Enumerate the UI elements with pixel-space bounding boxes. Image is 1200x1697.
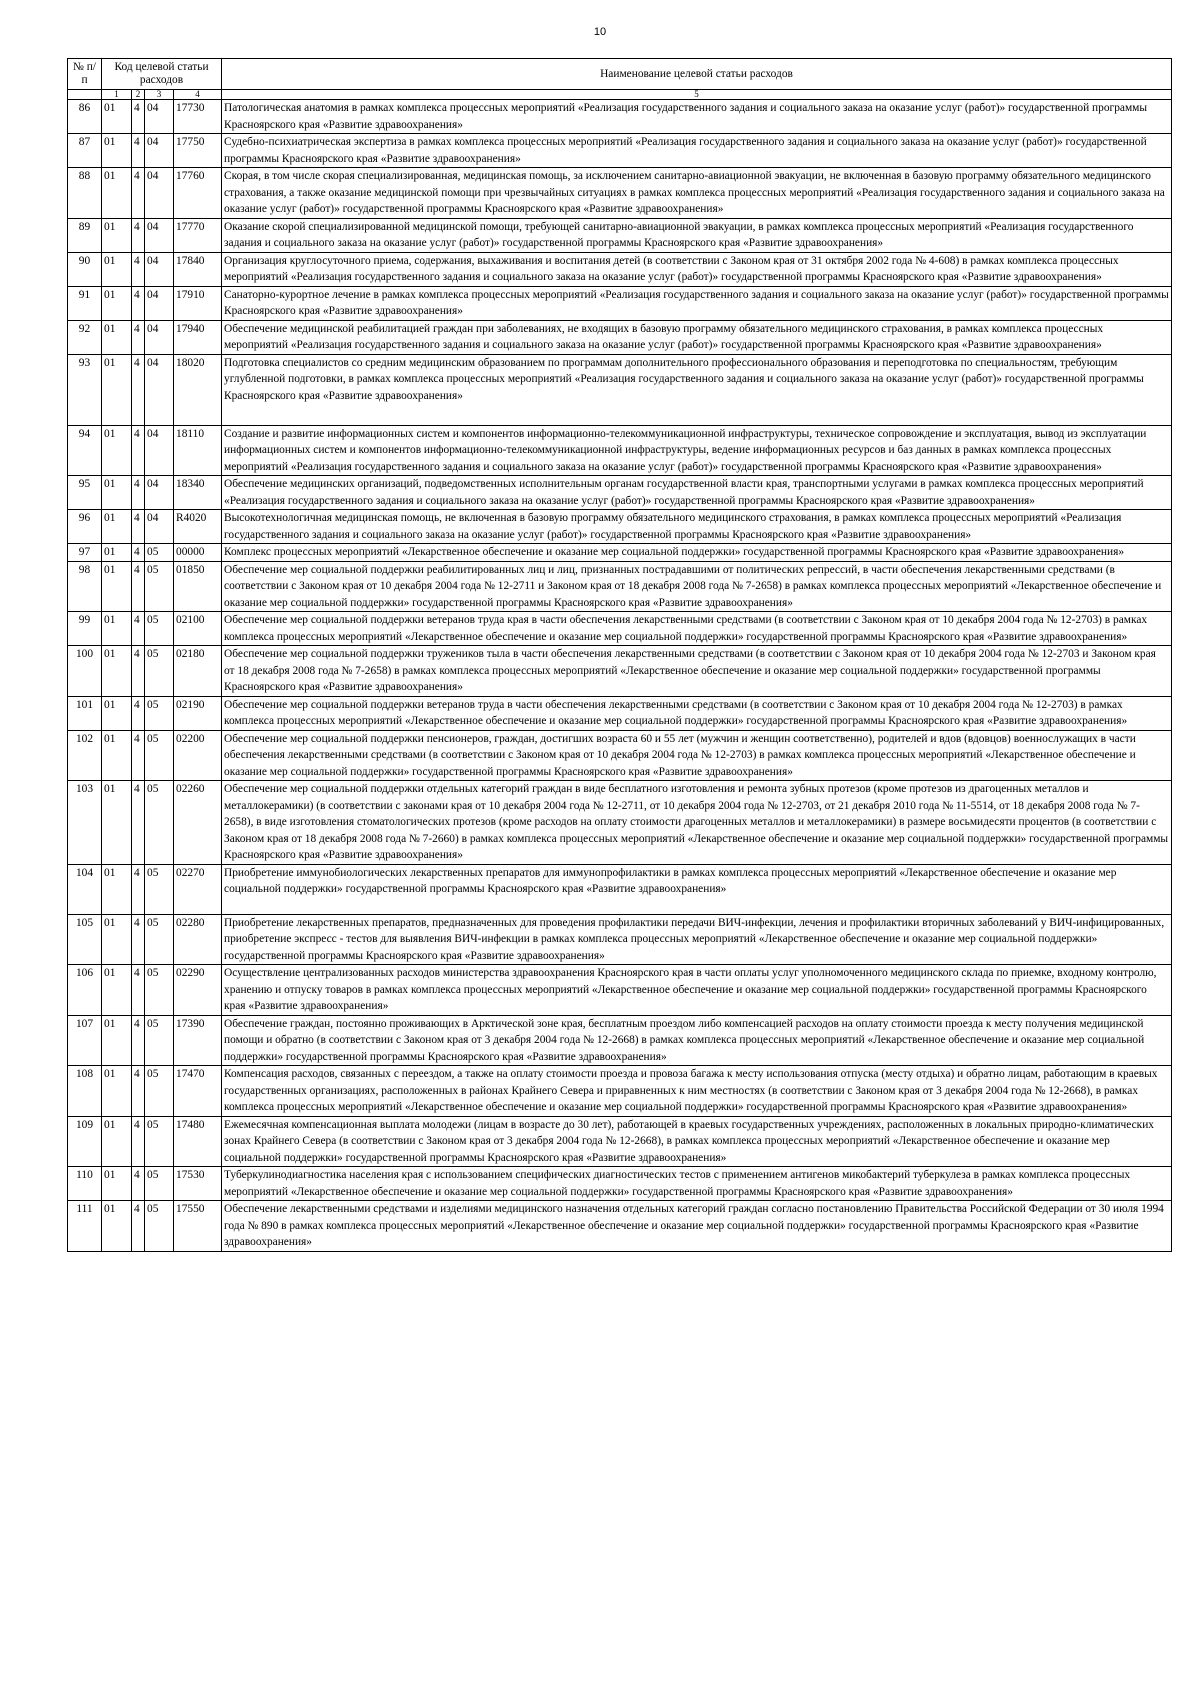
code-program: 01 (102, 252, 132, 286)
table-row (68, 1066, 1172, 1117)
table-row (68, 730, 1172, 781)
table-row (68, 1201, 1172, 1252)
row-number: 95 (68, 476, 102, 510)
table-row (68, 914, 1172, 965)
code-program: 01 (102, 1015, 132, 1066)
code-subprogram: 4 (132, 1015, 145, 1066)
code-activity: 04 (145, 425, 174, 476)
code-direction: 02290 (174, 965, 222, 1016)
page-number: 10 (593, 26, 607, 38)
code-subprogram: 4 (132, 252, 145, 286)
code-subprogram: 4 (132, 781, 145, 865)
code-subprogram: 4 (132, 1167, 145, 1201)
table-row (68, 218, 1172, 252)
code-activity: 05 (145, 696, 174, 730)
row-number: 89 (68, 218, 102, 252)
row-number: 101 (68, 696, 102, 730)
table-row (68, 864, 1172, 914)
row-number: 102 (68, 730, 102, 781)
code-program: 01 (102, 696, 132, 730)
code-activity: 05 (145, 730, 174, 781)
row-number: 111 (68, 1201, 102, 1252)
code-direction: 18340 (174, 476, 222, 510)
row-description: Обеспечение мер социальной поддержки тружеников тыла в части обеспечения лекарственными средствами (в соответствии с Законом края от 10 декабря 2004 года № 12-2703 и Законом края от 18 декабря 2008 года № 7-2658) в рамках комплекса процессных мероприятий «Лекарственное обеспечение и оказание мер социальной поддержки» государственной программы Красноярского края «Развитие здравоохранения» (222, 646, 1172, 697)
code-subprogram: 4 (132, 168, 145, 219)
code-activity: 04 (145, 320, 174, 354)
code-direction: 02180 (174, 646, 222, 697)
row-description: Санаторно-курортное лечение в рамках комплекса процессных мероприятий «Реализация государственного задания и социального заказа на оказание услуг (работ)» государственной программы Красноярского края «Развитие здравоохранения» (222, 286, 1172, 320)
row-description: Туберкулинодиагностика населения края с использованием специфических диагностических тестов с применением антигенов микобактерий туберкулеза в рамках комплекса процессных мероприятий «Лекарственное обеспечение и оказание мер социальной поддержки» государственной программы Красноярского края «Развитие здравоохранения» (222, 1167, 1172, 1201)
code-direction: 17940 (174, 320, 222, 354)
code-activity: 05 (145, 914, 174, 965)
row-number: 110 (68, 1167, 102, 1201)
budget-codes-table (67, 58, 1172, 1252)
code-subprogram: 4 (132, 646, 145, 697)
code-program: 01 (102, 864, 132, 914)
table-row (68, 544, 1172, 562)
row-number: 92 (68, 320, 102, 354)
row-number: 106 (68, 965, 102, 1016)
code-subprogram: 4 (132, 730, 145, 781)
code-direction: 17550 (174, 1201, 222, 1252)
row-description: Обеспечение мер социальной поддержки ветеранов труда в части обеспечения лекарственными средствами (в соответствии с Законом края от 10 декабря 2004 года № 12-2703) в рамках комплекса процессных мероприятий «Лекарственное обеспечение и оказание мер социальной поддержки» государственной программы Красноярского края «Развитие здравоохранения» (222, 696, 1172, 730)
table-row (68, 476, 1172, 510)
code-direction: 17770 (174, 218, 222, 252)
table-row (68, 1167, 1172, 1201)
code-program: 01 (102, 914, 132, 965)
code-direction: 18110 (174, 425, 222, 476)
table-row (68, 354, 1172, 425)
code-subprogram: 4 (132, 1066, 145, 1117)
table-row (68, 286, 1172, 320)
row-number: 94 (68, 425, 102, 476)
row-number: 100 (68, 646, 102, 697)
code-subprogram: 4 (132, 864, 145, 914)
code-subprogram: 4 (132, 544, 145, 562)
code-subprogram: 4 (132, 612, 145, 646)
colnum-1: 1 (102, 90, 132, 100)
table-row (68, 561, 1172, 612)
code-subprogram: 4 (132, 1201, 145, 1252)
code-program: 01 (102, 544, 132, 562)
code-program: 01 (102, 218, 132, 252)
code-subprogram: 4 (132, 696, 145, 730)
colnum-2: 2 (132, 90, 145, 100)
colnum-4: 4 (174, 90, 222, 100)
table-row (68, 252, 1172, 286)
code-direction: 17530 (174, 1167, 222, 1201)
code-program: 01 (102, 286, 132, 320)
row-description: Патологическая анатомия в рамках комплекса процессных мероприятий «Реализация государственного задания и социального заказа на оказание услуг (работ)» государственной программы Красноярского края «Развитие здравоохранения» (222, 100, 1172, 134)
row-description: Организация круглосуточного приема, содержания, выхаживания и воспитания детей (в соответствии с Законом края от 31 октября 2002 года № 4-608) в рамках комплекса процессных мероприятий «Реализация государственного задания и социального заказа на оказание услуг (работ)» государственной программы Красноярского края «Развитие здравоохранения» (222, 252, 1172, 286)
code-subprogram: 4 (132, 476, 145, 510)
row-description: Высокотехнологичная медицинская помощь, не включенная в базовую программу обязательного медицинского страхования, в рамках комплекса процессных мероприятий «Реализация государственного задания и социального заказа на оказание услуг (работ)» государственной программы Красноярского края «Развитие здравоохранения» (222, 510, 1172, 544)
code-direction: 17840 (174, 252, 222, 286)
row-number: 98 (68, 561, 102, 612)
code-activity: 05 (145, 1066, 174, 1117)
row-description: Приобретение лекарственных препаратов, предназначенных для проведения профилактики передачи ВИЧ-инфекции, лечения и профилактики вторичных заболеваний у ВИЧ-инфицированных, приобретение экспресс - тестов для выявления ВИЧ-инфекции в рамках комплекса процессных мероприятий «Лекарственное обеспечение и оказание мер социальной поддержки» государственной программы Красноярского края «Развитие здравоохранения» (222, 914, 1172, 965)
table-row (68, 612, 1172, 646)
code-program: 01 (102, 320, 132, 354)
code-activity: 05 (145, 612, 174, 646)
code-activity: 04 (145, 218, 174, 252)
row-number: 103 (68, 781, 102, 865)
code-program: 01 (102, 1201, 132, 1252)
code-program: 01 (102, 476, 132, 510)
code-direction: 01850 (174, 561, 222, 612)
code-activity: 04 (145, 476, 174, 510)
row-number: 93 (68, 354, 102, 425)
code-program: 01 (102, 730, 132, 781)
row-description: Обеспечение лекарственными средствами и изделиями медицинского назначения отдельных категорий граждан согласно постановлению Правительства Российской Федерации от 30 июля 1994 года № 890 в рамках комплекса процессных мероприятий «Лекарственное обеспечение и оказание мер социальной поддержки» государственной программы Красноярского края «Развитие здравоохранения» (222, 1201, 1172, 1252)
code-activity: 04 (145, 252, 174, 286)
table-row (68, 425, 1172, 476)
code-activity: 05 (145, 1167, 174, 1201)
code-direction: 02190 (174, 696, 222, 730)
code-program: 01 (102, 425, 132, 476)
code-direction: 02200 (174, 730, 222, 781)
code-activity: 04 (145, 354, 174, 425)
row-description: Обеспечение граждан, постоянно проживающих в Арктической зоне края, бесплатным проездом либо компенсацией расходов на оплату стоимости проезда к месту получения медицинской помощи и обратно (в соответствии с Законом края от 3 декабря 2004 года № 12-2668) в рамках комплекса процессных мероприятий «Лекарственное обеспечение и оказание мер социальной поддержки» государственной программы Красноярского края «Развитие здравоохранения» (222, 1015, 1172, 1066)
code-subprogram: 4 (132, 965, 145, 1016)
row-number: 109 (68, 1116, 102, 1167)
code-program: 01 (102, 1066, 132, 1117)
row-description: Ежемесячная компенсационная выплата молодежи (лицам в возрасте до 30 лет), работающей в краевых государственных учреждениях, расположенных в локальных природно-климатических зонах Крайнего Севера (в соответствии с Законом края от 3 декабря 2004 года № 12-2668), в рамках комплекса процессных мероприятий «Лекарственное обеспечение и оказание мер социальной поддержки» государственной программы Красноярского края «Развитие здравоохранения» (222, 1116, 1172, 1167)
row-description: Судебно-психиатрическая экспертиза в рамках комплекса процессных мероприятий «Реализация государственного задания и социального заказа на оказание услуг (работ)» государственной программы Красноярского края «Развитие здравоохранения» (222, 134, 1172, 168)
code-activity: 05 (145, 646, 174, 697)
table-row (68, 696, 1172, 730)
code-activity: 05 (145, 561, 174, 612)
code-subprogram: 4 (132, 286, 145, 320)
row-description: Обеспечение мер социальной поддержки ветеранов труда края в части обеспечения лекарственными средствами (в соответствии с Законом края от 10 декабря 2004 года № 12-2703) в рамках комплекса процессных мероприятий «Лекарственное обеспечение и оказание мер социальной поддержки» государственной программы Красноярского края «Развитие здравоохранения» (222, 612, 1172, 646)
code-activity: 05 (145, 965, 174, 1016)
row-description: Комплекс процессных мероприятий «Лекарственное обеспечение и оказание мер социальной поддержки» государственной программы Красноярского края «Развитие здравоохранения» (222, 544, 1172, 562)
code-activity: 05 (145, 781, 174, 865)
table-row (68, 646, 1172, 697)
header-number: № п/п (68, 59, 102, 90)
code-direction: 17470 (174, 1066, 222, 1117)
code-program: 01 (102, 354, 132, 425)
code-activity: 04 (145, 286, 174, 320)
code-program: 01 (102, 168, 132, 219)
code-subprogram: 4 (132, 218, 145, 252)
row-description: Компенсация расходов, связанных с переездом, а также на оплату стоимости проезда и провоза багажа к месту использования отпуска (месту отдыха) и обратно лицам, работающим в краевых государственных организациях, расположенных в районах Крайнего Севера и приравненных к ним местностях (в соответствии с Законом края от 3 декабря 2004 года № 12-2668), в рамках комплекса процессных мероприятий «Лекарственное обеспечение и оказание мер социальной поддержки» государственной программы Красноярского края «Развитие здравоохранения» (222, 1066, 1172, 1117)
code-program: 01 (102, 561, 132, 612)
code-subprogram: 4 (132, 561, 145, 612)
code-program: 01 (102, 1167, 132, 1201)
row-description: Скорая, в том числе скорая специализированная, медицинская помощь, за исключением санитарно-авиационной эвакуации, не включенная в базовую программу обязательного медицинского страхования, а также оказание медицинской помощи при чрезвычайных ситуациях в рамках комплекса процессных мероприятий «Реализация государственного задания и социального заказа на оказание услуг (работ)» государственной программы Красноярского края «Развитие здравоохранения» (222, 168, 1172, 219)
code-direction: 17390 (174, 1015, 222, 1066)
table-row (68, 168, 1172, 219)
row-description: Осуществление централизованных расходов министерства здравоохранения Красноярского края в части оплаты услуг уполномоченного медицинского склада по приемке, входному контролю, хранению и отпуску товаров в рамках комплекса процессных мероприятий «Лекарственное обеспечение и оказание мер социальной поддержки» государственной программы Красноярского края «Развитие здравоохранения» (222, 965, 1172, 1016)
row-number: 105 (68, 914, 102, 965)
code-direction: 00000 (174, 544, 222, 562)
code-activity: 04 (145, 168, 174, 219)
row-number: 96 (68, 510, 102, 544)
table-header-row (68, 59, 1172, 90)
row-number: 99 (68, 612, 102, 646)
code-subprogram: 4 (132, 1116, 145, 1167)
row-description: Обеспечение медицинской реабилитацией граждан при заболеваниях, не входящих в базовую программу обязательного медицинского страхования, в рамках комплекса процессных мероприятий «Реализация государственного задания и социального заказа на оказание услуг (работ)» государственной программы Красноярского края «Развитие здравоохранения» (222, 320, 1172, 354)
row-description: Обеспечение мер социальной поддержки реабилитированных лиц и лиц, признанных пострадавшими от политических репрессий, в части обеспечения лекарственными средствами (в соответствии с Законом края от 10 декабря 2004 года № 12-2711 и Законом края от 18 декабря 2008 года № 7-2658) в рамках комплекса процессных мероприятий «Лекарственное обеспечение и оказание мер социальной поддержки» государственной программы Красноярского края «Развитие здравоохранения» (222, 561, 1172, 612)
row-number: 91 (68, 286, 102, 320)
code-program: 01 (102, 1116, 132, 1167)
table-row (68, 100, 1172, 134)
code-subprogram: 4 (132, 134, 145, 168)
row-description: Создание и развитие информационных систем и компонентов информационно-телекоммуникационной инфраструктуры, техническое сопровождение и эксплуатация, вывод из эксплуатации информационных систем и компонентов информационно-телекоммуникационной инфраструктуры, ведение информационных ресурсов и баз данных в рамках комплекса процессных мероприятий «Реализация государственного задания и социального заказа на оказание услуг (работ)» государственной программы Красноярского края «Развитие здравоохранения» (222, 425, 1172, 476)
table-row (68, 134, 1172, 168)
code-direction: 17910 (174, 286, 222, 320)
code-direction: 17760 (174, 168, 222, 219)
code-direction: 02100 (174, 612, 222, 646)
code-direction: 18020 (174, 354, 222, 425)
table-row (68, 1015, 1172, 1066)
row-description: Обеспечение мер социальной поддержки пенсионеров, граждан, достигших возраста 60 и 55 лет (мужчин и женщин соответственно), родителей и вдов (вдовцов) военнослужащих в части обеспечения лекарственными средствами (в соответствии с Законом края от 10 декабря 2004 года № 12-2703) в рамках комплекса процессных мероприятий «Лекарственное обеспечение и оказание мер социальной поддержки» государственной программы Красноярского края «Развитие здравоохранения» (222, 730, 1172, 781)
row-number: 104 (68, 864, 102, 914)
code-program: 01 (102, 646, 132, 697)
row-number: 88 (68, 168, 102, 219)
row-description: Оказание скорой специализированной медицинской помощи, требующей санитарно-авиационной эвакуации, в рамках комплекса процессных мероприятий «Реализация государственного задания и социального заказа на оказание услуг (работ)» государственной программы Красноярского края «Развитие здравоохранения» (222, 218, 1172, 252)
code-subprogram: 4 (132, 100, 145, 134)
code-activity: 05 (145, 1116, 174, 1167)
code-program: 01 (102, 965, 132, 1016)
colnum-blank (68, 90, 102, 100)
code-program: 01 (102, 134, 132, 168)
header-name: Наименование целевой статьи расходов (222, 59, 1172, 90)
code-activity: 04 (145, 134, 174, 168)
row-description: Обеспечение медицинских организаций, подведомственных исполнительным органам государственной власти края, транспортными услугами в рамках комплекса процессных мероприятий «Реализация государственного задания и социального заказа на оказание услуг (работ)» государственной программы Красноярского края «Развитие здравоохранения» (222, 476, 1172, 510)
code-program: 01 (102, 612, 132, 646)
code-subprogram: 4 (132, 914, 145, 965)
column-numbers-row (68, 90, 1172, 100)
code-program: 01 (102, 510, 132, 544)
code-subprogram: 4 (132, 425, 145, 476)
code-activity: 04 (145, 100, 174, 134)
code-program: 01 (102, 100, 132, 134)
code-subprogram: 4 (132, 320, 145, 354)
row-description: Подготовка специалистов со средним медицинским образованием по программам дополнительного профессионального образования и переподготовка по специальностям, требующим углубленной подготовки, в рамках комплекса процессных мероприятий «Реализация государственного задания и социального заказа на оказание услуг (работ)» государственной программы Красноярского края «Развитие здравоохранения» (222, 354, 1172, 425)
code-activity: 05 (145, 544, 174, 562)
code-subprogram: 4 (132, 510, 145, 544)
row-number: 86 (68, 100, 102, 134)
code-direction: 02270 (174, 864, 222, 914)
row-number: 107 (68, 1015, 102, 1066)
table-row (68, 1116, 1172, 1167)
code-activity: 05 (145, 1201, 174, 1252)
code-direction: 17730 (174, 100, 222, 134)
row-number: 97 (68, 544, 102, 562)
row-description: Приобретение иммунобиологических лекарственных препаратов для иммунопрофилактики в рамках комплекса процессных мероприятий «Лекарственное обеспечение и оказание мер социальной поддержки» государственной программы Красноярского края «Развитие здравоохранения» (222, 864, 1172, 914)
table-row (68, 781, 1172, 865)
code-direction: 17480 (174, 1116, 222, 1167)
colnum-3: 3 (145, 90, 174, 100)
header-code: Код целевой статьи расходов (102, 59, 222, 90)
code-direction: 02260 (174, 781, 222, 865)
table-row (68, 320, 1172, 354)
code-program: 01 (102, 781, 132, 865)
row-number: 108 (68, 1066, 102, 1117)
code-subprogram: 4 (132, 354, 145, 425)
row-number: 90 (68, 252, 102, 286)
code-direction: R4020 (174, 510, 222, 544)
code-activity: 04 (145, 510, 174, 544)
code-direction: 17750 (174, 134, 222, 168)
code-activity: 05 (145, 1015, 174, 1066)
row-number: 87 (68, 134, 102, 168)
colnum-5: 5 (222, 90, 1172, 100)
table-row (68, 965, 1172, 1016)
table-row (68, 510, 1172, 544)
code-activity: 05 (145, 864, 174, 914)
code-direction: 02280 (174, 914, 222, 965)
table-body (68, 100, 1172, 1252)
row-description: Обеспечение мер социальной поддержки отдельных категорий граждан в виде бесплатного изготовления и ремонта зубных протезов (кроме протезов из драгоценных металлов и металлокерамики) (в соответствии с законами края от 10 декабря 2004 года № 12-2711, от 10 декабря 2004 года № 12-2703, от 21 декабря 2010 года № 11-5514, от 18 декабря 2008 года № 7-2658), в виде изготовления стоматологических протезов (кроме расходов на оплату стоимости драгоценных металлов и металлокерамики) в размере восьмидесяти процентов (в соответствии с Законом края от 18 декабря 2008 года № 7-2660) в рамках комплекса процессных мероприятий «Лекарственное обеспечение и оказание мер социальной поддержки» государственной программы Красноярского края «Развитие здравоохранения» (222, 781, 1172, 865)
